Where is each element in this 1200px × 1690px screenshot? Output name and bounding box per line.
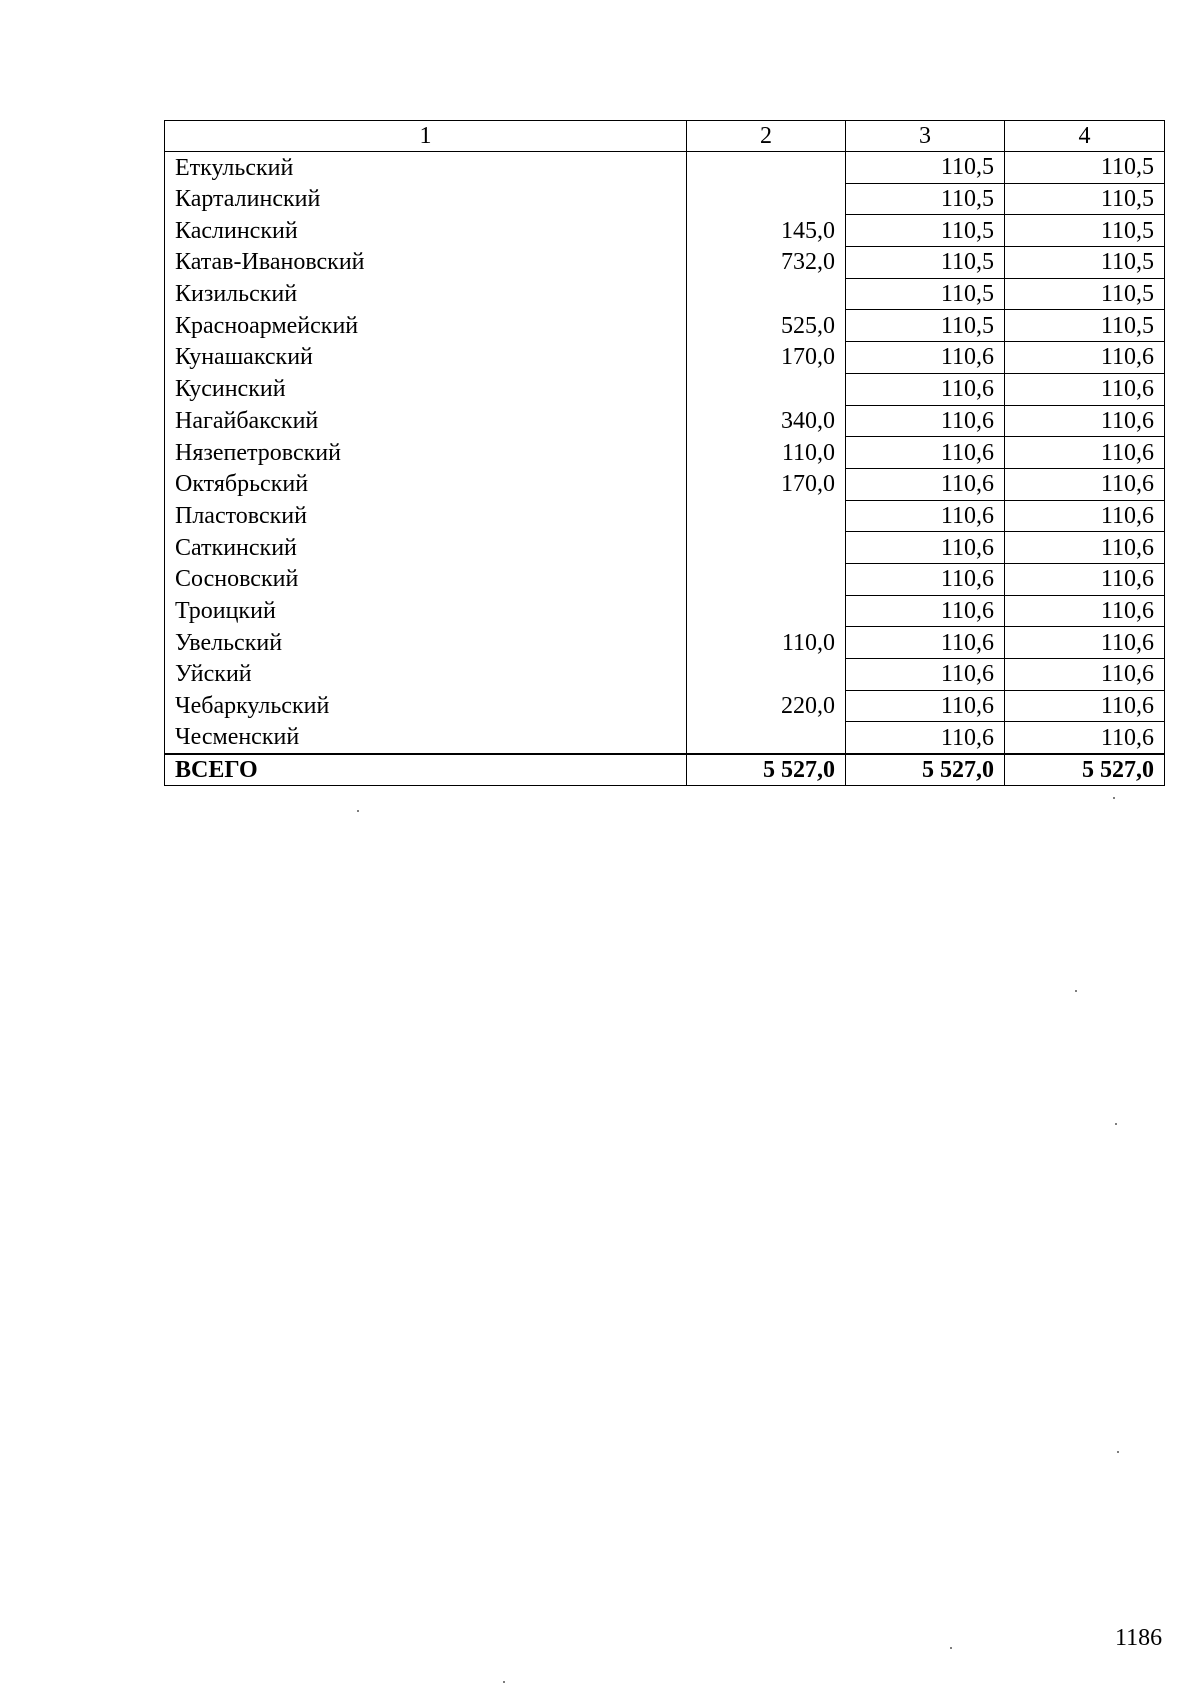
value-col-4: 110,5 bbox=[1005, 215, 1165, 247]
value-col-2 bbox=[687, 183, 846, 215]
table-row bbox=[165, 152, 1165, 184]
value-col-3: 110,6 bbox=[846, 563, 1005, 595]
district-name: Красноармейский bbox=[165, 310, 687, 342]
district-name: Троицкий bbox=[165, 595, 687, 627]
value-col-3: 110,5 bbox=[846, 310, 1005, 342]
district-name: Кунашакский bbox=[165, 342, 687, 374]
table-row bbox=[165, 627, 1165, 659]
value-col-2 bbox=[687, 563, 846, 595]
value-col-3: 110,6 bbox=[846, 595, 1005, 627]
table-row bbox=[165, 659, 1165, 691]
value-col-3: 110,6 bbox=[846, 532, 1005, 564]
value-col-4: 110,6 bbox=[1005, 500, 1165, 532]
value-col-3: 110,6 bbox=[846, 722, 1005, 754]
table-row bbox=[165, 437, 1165, 469]
value-col-3: 110,6 bbox=[846, 342, 1005, 374]
value-col-2 bbox=[687, 659, 846, 691]
table-row bbox=[165, 342, 1165, 374]
district-name: Октябрьский bbox=[165, 468, 687, 500]
total-col-4: 5 527,0 bbox=[1005, 754, 1165, 786]
table-row bbox=[165, 215, 1165, 247]
scan-speck bbox=[357, 810, 359, 812]
value-col-2: 145,0 bbox=[687, 215, 846, 247]
table-row bbox=[165, 310, 1165, 342]
scan-speck bbox=[1115, 1123, 1117, 1125]
district-name: Кусинский bbox=[165, 373, 687, 405]
table-row bbox=[165, 183, 1165, 215]
value-col-3: 110,6 bbox=[846, 690, 1005, 722]
value-col-2: 340,0 bbox=[687, 405, 846, 437]
district-name: Нязепетровский bbox=[165, 437, 687, 469]
value-col-4: 110,6 bbox=[1005, 722, 1165, 754]
column-header-2: 2 bbox=[687, 121, 846, 152]
value-col-3: 110,6 bbox=[846, 373, 1005, 405]
value-col-3: 110,6 bbox=[846, 468, 1005, 500]
value-col-3: 110,5 bbox=[846, 278, 1005, 310]
table-row bbox=[165, 563, 1165, 595]
district-name: Кизильский bbox=[165, 278, 687, 310]
value-col-3: 110,6 bbox=[846, 659, 1005, 691]
total-col-3: 5 527,0 bbox=[846, 754, 1005, 786]
value-col-4: 110,6 bbox=[1005, 437, 1165, 469]
table-row bbox=[165, 500, 1165, 532]
scan-speck bbox=[1117, 1451, 1119, 1453]
district-name: Пластовский bbox=[165, 500, 687, 532]
value-col-2 bbox=[687, 373, 846, 405]
district-name: Чебаркульский bbox=[165, 690, 687, 722]
page-number: 1186 bbox=[1115, 1625, 1163, 1651]
total-row bbox=[165, 754, 1165, 786]
value-col-2: 732,0 bbox=[687, 247, 846, 279]
table-row bbox=[165, 278, 1165, 310]
value-col-2 bbox=[687, 722, 846, 754]
table-row bbox=[165, 690, 1165, 722]
column-header-1: 1 bbox=[165, 121, 687, 152]
value-col-4: 110,5 bbox=[1005, 247, 1165, 279]
value-col-4: 110,5 bbox=[1005, 183, 1165, 215]
district-name: Увельский bbox=[165, 627, 687, 659]
value-col-2: 110,0 bbox=[687, 627, 846, 659]
value-col-3: 110,5 bbox=[846, 152, 1005, 184]
value-col-2 bbox=[687, 278, 846, 310]
scan-speck bbox=[1113, 797, 1115, 799]
value-col-2: 170,0 bbox=[687, 468, 846, 500]
district-name: Карталинский bbox=[165, 183, 687, 215]
district-name: Уйский bbox=[165, 659, 687, 691]
district-name: Еткульский bbox=[165, 152, 687, 184]
value-col-4: 110,6 bbox=[1005, 563, 1165, 595]
table-body bbox=[165, 152, 1165, 755]
column-header-4: 4 bbox=[1005, 121, 1165, 152]
value-col-4: 110,6 bbox=[1005, 690, 1165, 722]
value-col-3: 110,5 bbox=[846, 215, 1005, 247]
table-header-row bbox=[165, 121, 1165, 152]
value-col-4: 110,6 bbox=[1005, 405, 1165, 437]
table-row bbox=[165, 532, 1165, 564]
value-col-2: 525,0 bbox=[687, 310, 846, 342]
table-row bbox=[165, 468, 1165, 500]
value-col-4: 110,6 bbox=[1005, 627, 1165, 659]
district-name: Катав-Ивановский bbox=[165, 247, 687, 279]
value-col-2 bbox=[687, 595, 846, 627]
table-row bbox=[165, 405, 1165, 437]
column-header-3: 3 bbox=[846, 121, 1005, 152]
value-col-4: 110,6 bbox=[1005, 373, 1165, 405]
value-col-4: 110,6 bbox=[1005, 468, 1165, 500]
value-col-2: 170,0 bbox=[687, 342, 846, 374]
table-row bbox=[165, 722, 1165, 754]
scan-speck bbox=[503, 1681, 505, 1683]
total-col-2: 5 527,0 bbox=[687, 754, 846, 786]
value-col-2 bbox=[687, 532, 846, 564]
district-name: Саткинский bbox=[165, 532, 687, 564]
value-col-4: 110,5 bbox=[1005, 310, 1165, 342]
scan-speck bbox=[950, 1647, 952, 1649]
table-row bbox=[165, 247, 1165, 279]
value-col-3: 110,6 bbox=[846, 627, 1005, 659]
total-label: ВСЕГО bbox=[165, 754, 687, 786]
value-col-4: 110,6 bbox=[1005, 595, 1165, 627]
value-col-3: 110,5 bbox=[846, 183, 1005, 215]
value-col-4: 110,6 bbox=[1005, 342, 1165, 374]
value-col-4: 110,6 bbox=[1005, 659, 1165, 691]
value-col-4: 110,5 bbox=[1005, 152, 1165, 184]
scan-speck bbox=[1075, 990, 1077, 992]
value-col-3: 110,6 bbox=[846, 437, 1005, 469]
district-name: Чесменский bbox=[165, 722, 687, 754]
district-name: Нагайбакский bbox=[165, 405, 687, 437]
value-col-2 bbox=[687, 500, 846, 532]
value-col-2: 110,0 bbox=[687, 437, 846, 469]
value-col-4: 110,5 bbox=[1005, 278, 1165, 310]
value-col-2: 220,0 bbox=[687, 690, 846, 722]
value-col-2 bbox=[687, 152, 846, 184]
district-name: Сосновский bbox=[165, 563, 687, 595]
value-col-4: 110,6 bbox=[1005, 532, 1165, 564]
table-row bbox=[165, 595, 1165, 627]
value-col-3: 110,6 bbox=[846, 405, 1005, 437]
district-name: Каслинский bbox=[165, 215, 687, 247]
value-col-3: 110,5 bbox=[846, 247, 1005, 279]
table-row bbox=[165, 373, 1165, 405]
data-table bbox=[164, 120, 1165, 786]
value-col-3: 110,6 bbox=[846, 500, 1005, 532]
